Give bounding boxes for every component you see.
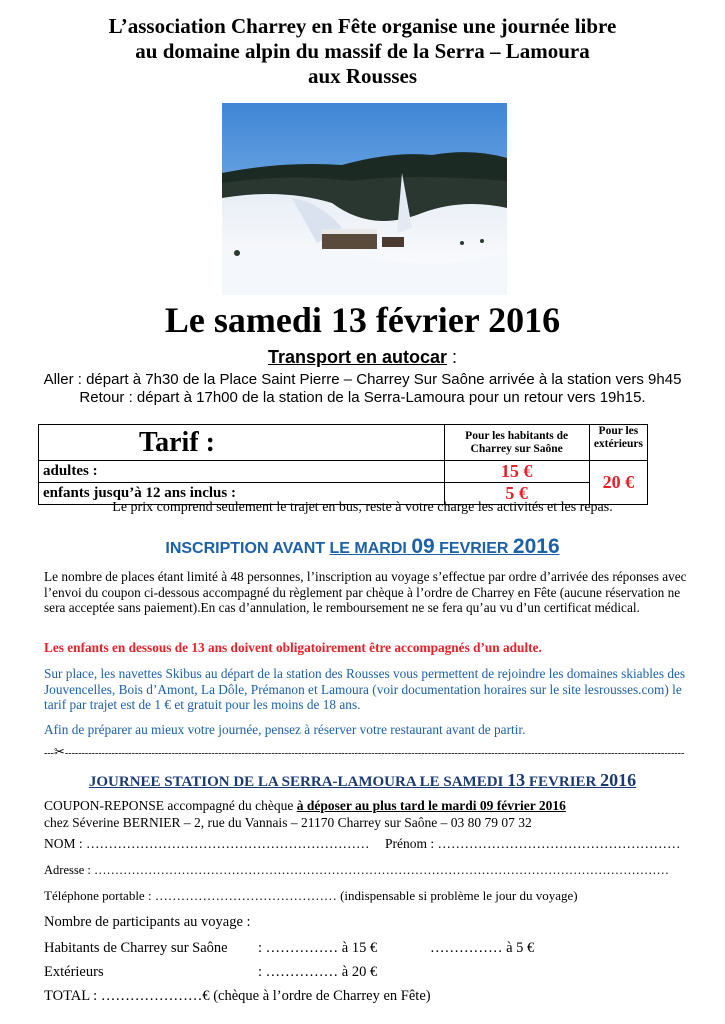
nom-field[interactable]: NOM : ……………………………………………………… bbox=[44, 836, 370, 851]
transport-schedule bbox=[0, 371, 725, 407]
children-warning: Les enfants en dessous de 13 ans doivent obligatoirement être accompagnés d’un adulte. bbox=[44, 640, 542, 655]
tarif-note: Le prix comprend seulement le trajet en bus, reste à votre charge les activités et les repas. bbox=[112, 500, 613, 515]
title-line-2: au domaine alpin du massif de la Serra – Lamoura bbox=[135, 39, 590, 63]
title-line-1: L’association Charrey en Fête organise une journée libre bbox=[108, 14, 617, 38]
coupon-title-c: FEVRIER bbox=[525, 774, 601, 790]
page-title bbox=[0, 14, 725, 89]
coupon-title bbox=[0, 770, 725, 791]
skibus-paragraph: Sur place, les navettes Skibus au départ de la station des Rousses vous permettent de rejoindre les domaines skiables des Jouvencelles, Bois d’Amont, La Dôle, Prémanon et Lamoura (voir documentation horaires sur le site lesrousses.com) le tarif par trajet est de 1 € et gratuit pour les moins de 18 ans. bbox=[44, 666, 686, 712]
aller-line: Aller : départ à 7h30 de la Place Saint Pierre – Charrey Sur Saône arrivée à la station vers 9h45 bbox=[43, 371, 682, 388]
tarif-title: Tarif : bbox=[39, 425, 445, 461]
restaurant-paragraph: Afin de préparer au mieux votre journée, pensez à réserver votre restaurant avant de partir. bbox=[44, 722, 526, 737]
coupon-deadline: à déposer au plus tard le mardi 09 février 2016 bbox=[296, 798, 566, 813]
transport-suffix: : bbox=[447, 347, 458, 367]
info-paragraph: Le nombre de places étant limité à 48 personnes, l’inscription au voyage s’effectue par ordre d’arrivée des réponses avec l’envoi du coupon ci-dessous accompagné du règlement par chèque à l’ordre de Charrey en Fête (aucune réservation ne sera acceptée sans paiement).En cas d’annulation, le remboursement ne se fera qu’au vu d’un certificat médical. bbox=[44, 569, 687, 615]
inscription-date-b: 09 bbox=[411, 535, 435, 558]
cut-line bbox=[44, 744, 684, 760]
transport-label: Transport en autocar bbox=[267, 347, 448, 367]
inscription-date bbox=[329, 535, 560, 558]
inscription-prefix: INSCRIPTION AVANT bbox=[165, 540, 330, 557]
price-exterieurs: 20 € bbox=[589, 461, 647, 505]
event-date: Le samedi 13 février 2016 bbox=[164, 300, 561, 340]
total-field[interactable]: TOTAL : …………………€ (chèque à l’ordre de Charrey en Fête) bbox=[44, 988, 431, 1004]
tarif-table bbox=[38, 424, 648, 505]
participants-label: Nombre de participants au voyage : bbox=[44, 914, 251, 930]
cut-prefix: --- bbox=[44, 748, 54, 759]
inscription-date-a: LE MARDI bbox=[329, 540, 412, 557]
inscription-deadline bbox=[0, 535, 725, 559]
retour-line: Retour : départ à 17h00 de la station de la Serra-Lamoura pour un retour vers 19h15. bbox=[79, 389, 646, 406]
telephone-field[interactable]: Téléphone portable : …………………………………… (indispensable si problème le jour du voyage) bbox=[44, 888, 578, 903]
transport-heading bbox=[0, 347, 725, 368]
price-enfants: 5 € bbox=[444, 483, 589, 505]
inscription-date-c: FEVRIER bbox=[434, 540, 513, 557]
row-label-adultes: adultes : bbox=[39, 461, 445, 483]
adresse-field[interactable]: Adresse : ………………………………………………………………………………………………………………………… bbox=[44, 863, 669, 877]
coupon-title-a: JOURNEE STATION DE LA SERRA-LAMOURA LE SAMEDI bbox=[88, 774, 508, 790]
row-label-enfants: enfants jusqu’à 12 ans inclus : bbox=[39, 483, 445, 505]
coupon-title-b: 13 bbox=[507, 770, 526, 790]
habitants-adult-field[interactable]: : …………… à 15 € bbox=[258, 940, 378, 956]
exterieurs-label: Extérieurs bbox=[44, 964, 104, 980]
scissors-icon: ✂ bbox=[54, 744, 65, 759]
coupon-line-1 bbox=[44, 798, 566, 814]
prenom-field[interactable]: Prénom : ……………………………………………… bbox=[385, 836, 681, 851]
col-header-habitants: Pour les habitants de Charrey sur Saône bbox=[444, 425, 589, 461]
price-adultes: 15 € bbox=[444, 461, 589, 483]
ski-station-photo bbox=[222, 103, 507, 295]
habitants-label: Habitants de Charrey sur Saône bbox=[44, 940, 228, 956]
title-line-3: aux Rousses bbox=[307, 64, 418, 88]
exterieurs-field[interactable]: : …………… à 20 € bbox=[258, 964, 378, 980]
coupon-title-d: 2016 bbox=[600, 770, 637, 790]
habitants-child-field[interactable]: …………… à 5 € bbox=[430, 940, 535, 956]
inscription-date-d: 2016 bbox=[512, 535, 560, 558]
col-header-exterieurs: Pour les extérieurs bbox=[589, 425, 647, 461]
coupon-address: chez Séverine BERNIER – 2, rue du Vannais – 21170 Charrey sur Saône – 03 80 79 07 32 bbox=[44, 815, 532, 830]
coupon-line-1a: COUPON-REPONSE accompagné du chèque bbox=[44, 798, 297, 813]
cut-dashes: ------------------------------------------------------------------------------------------------------------------------------------------------------------------------------------------ bbox=[64, 748, 684, 759]
